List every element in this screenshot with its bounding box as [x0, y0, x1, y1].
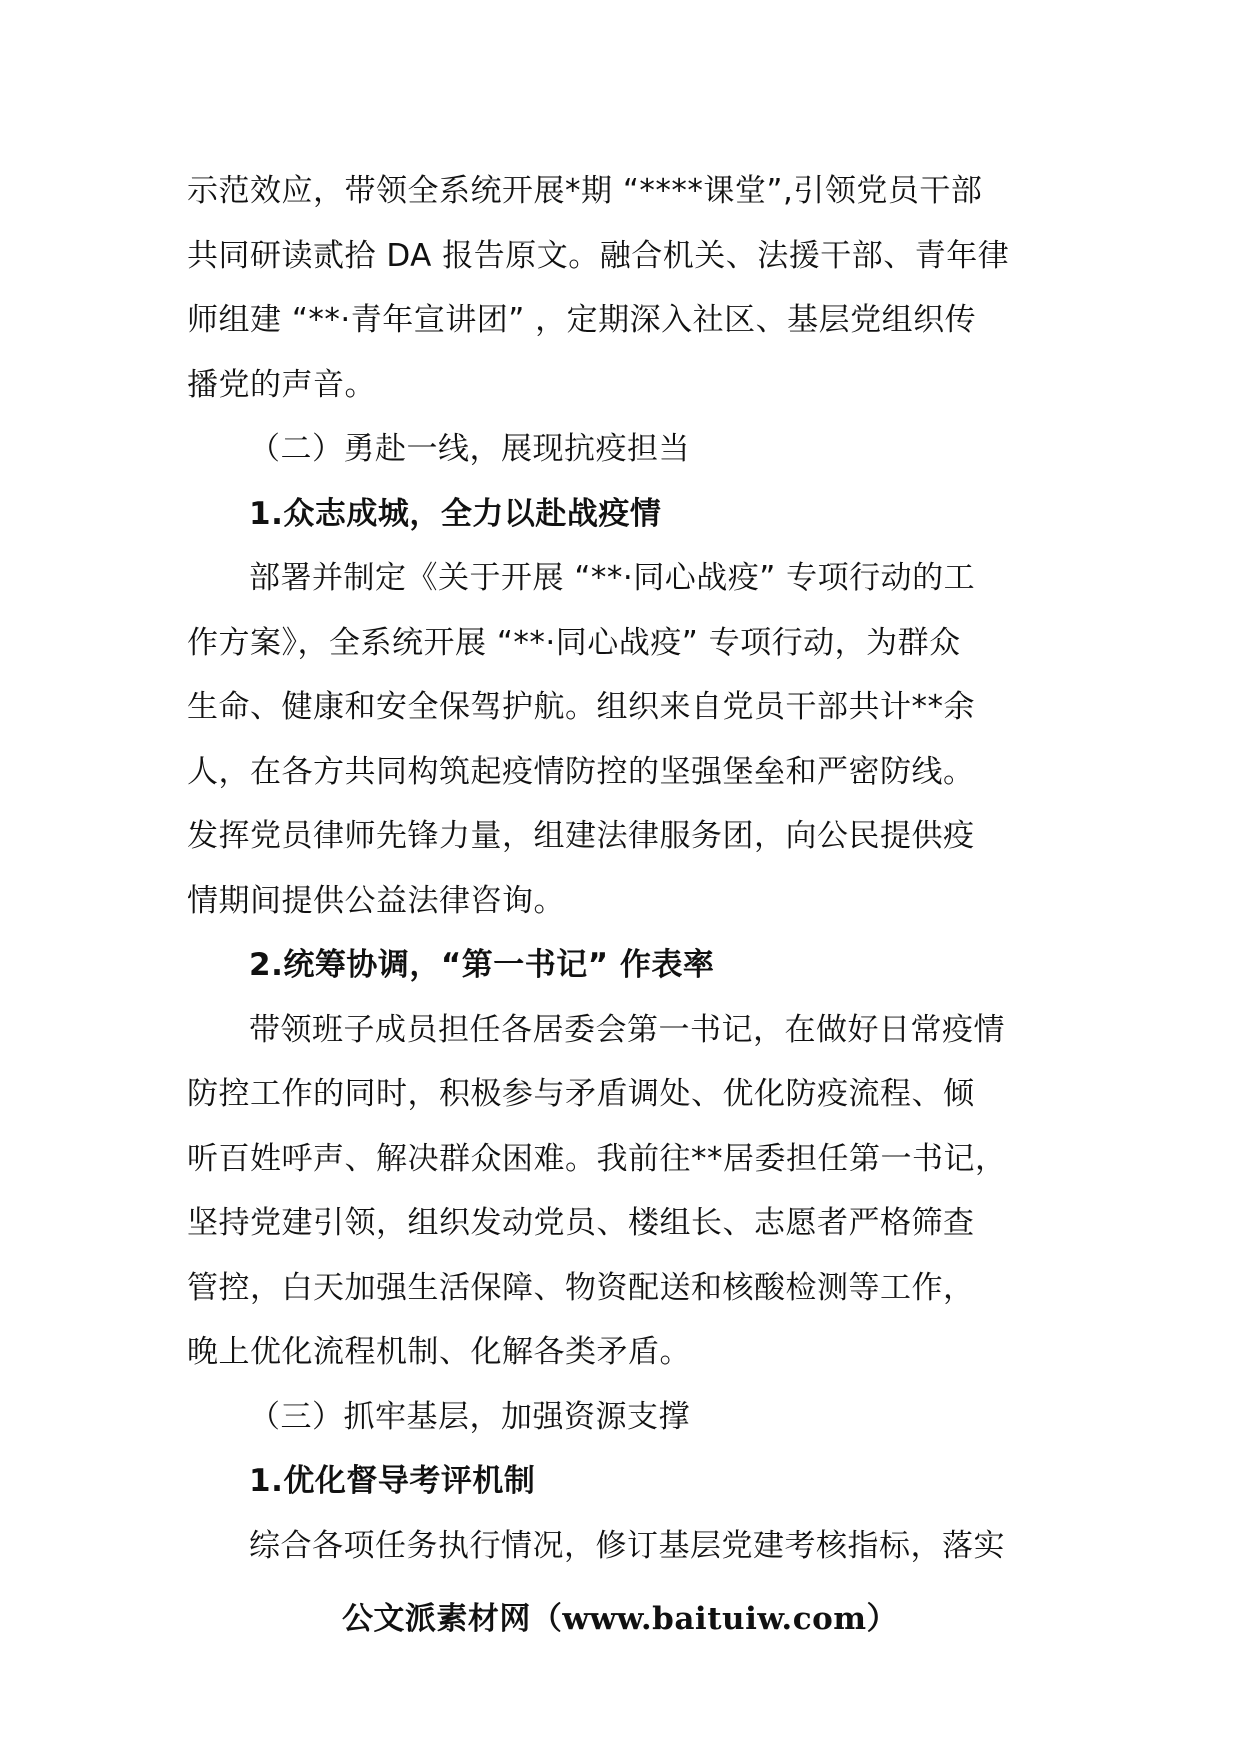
section-heading: （三）抓牢基层，加强资源支撑 [249, 1398, 690, 1435]
subsection-heading: 1.众志成城，全力以赴战疫情 [249, 495, 662, 532]
subsection-heading: 2.统筹协调，“第一书记” 作表率 [249, 947, 715, 983]
paragraph-line: 情期间提供公益法律咨询。 [187, 882, 565, 919]
paragraph-line: 听百姓呼声、解决群众困难。我前往**居委担任第一书记， [187, 1140, 1007, 1177]
paragraph-line: 发挥党员律师先锋力量，组建法律服务团，向公民提供疫 [187, 818, 975, 854]
paragraph-line: 管控，白天加强生活保障、物资配送和核酸检测等工作， [187, 1269, 975, 1306]
paragraph-line: 坚持党建引领，组织发动党员、楼组长、志愿者严格筛查 [187, 1205, 975, 1241]
paragraph-line: 人，在各方共同构筑起疫情防控的坚强堡垒和严密防线。 [187, 753, 975, 790]
section-heading: （二）勇赴一线，展现抗疫担当 [249, 431, 690, 467]
subsection-heading: 1.优化督导考评机制 [249, 1463, 536, 1499]
paragraph-line: 示范效应，带领全系统开展*期 “****课堂”,引领党员干部 [187, 173, 983, 209]
paragraph-line: 作方案》，全系统开展 “**·同心战疫” 专项行动，为群众 [187, 624, 961, 661]
paragraph-line: 带领班子成员担任各居委会第一书记，在做好日常疫情 [249, 1011, 1005, 1048]
paragraph-line: 综合各项任务执行情况，修订基层党建考核指标，落实 [249, 1527, 1005, 1564]
paragraph-line: 播党的声音。 [187, 366, 376, 403]
footer-watermark: 公文派素材网（www.baituiw.com） [341, 1601, 899, 1637]
paragraph-line: 共同研读贰拾 DA 报告原文。融合机关、法援干部、青年律 [187, 237, 1010, 274]
paragraph-line: 防控工作的同时，积极参与矛盾调处、优化防疫流程、倾 [187, 1076, 975, 1112]
document-body [187, 159, 1077, 1578]
paragraph-line: 部署并制定《关于开展 “**·同心战疫” 专项行动的工 [249, 560, 976, 596]
paragraph-line: 晚上优化流程机制、化解各类矛盾。 [187, 1334, 691, 1370]
paragraph-line: 师组建 “**·青年宣讲团” ，定期深入社区、基层党组织传 [187, 302, 977, 338]
paragraph-line: 生命、健康和安全保驾护航。组织来自党员干部共计**余 [187, 689, 975, 725]
